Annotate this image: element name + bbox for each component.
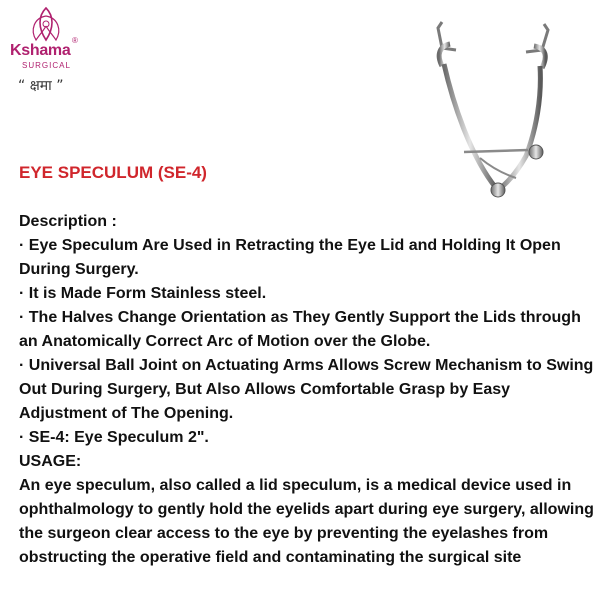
- usage-heading: USAGE:: [19, 453, 82, 470]
- registered-mark: ®: [72, 36, 78, 45]
- usage-text: An eye speculum, also called a lid speculum, is a medical device used in ophthalmology to gently hold the eyelids apart during eye surgery, allowing the surgeon clear access to the eye by preventing the eyelashes from obstructing the operative field and contaminating the surgical site: [19, 477, 594, 566]
- eye-speculum-image: [420, 18, 560, 204]
- product-title: EYE SPECULUM (SE-4): [19, 163, 207, 182]
- logo-subtitle: SURGICAL: [22, 61, 71, 70]
- description-bullet: · SE-4: Eye Speculum 2".: [19, 429, 209, 446]
- description-bullet: · Universal Ball Joint on Actuating Arms Allows Screw Mechanism to Swing Out During Surgery, But Also Allows Comfortable Grasp by Easy Adjustment of The Opening.: [19, 357, 594, 422]
- logo-tagline: “ क्षमा ”: [18, 78, 64, 94]
- description-bullet: · The Halves Change Orientation as They Gently Support the Lids through an Anatomically Correct Arc of Motion over the Globe.: [19, 309, 581, 350]
- description-bullet: · It is Made Form Stainless steel.: [19, 285, 267, 302]
- product-description: [19, 210, 594, 570]
- brand-logo: [6, 6, 92, 96]
- lotus-emblem-icon: [24, 6, 68, 44]
- logo-brand-name: Kshama: [10, 42, 71, 59]
- description-heading: Description :: [19, 213, 117, 230]
- description-bullet: · Eye Speculum Are Used in Retracting the Eye Lid and Holding It Open During Surgery.: [19, 237, 561, 278]
